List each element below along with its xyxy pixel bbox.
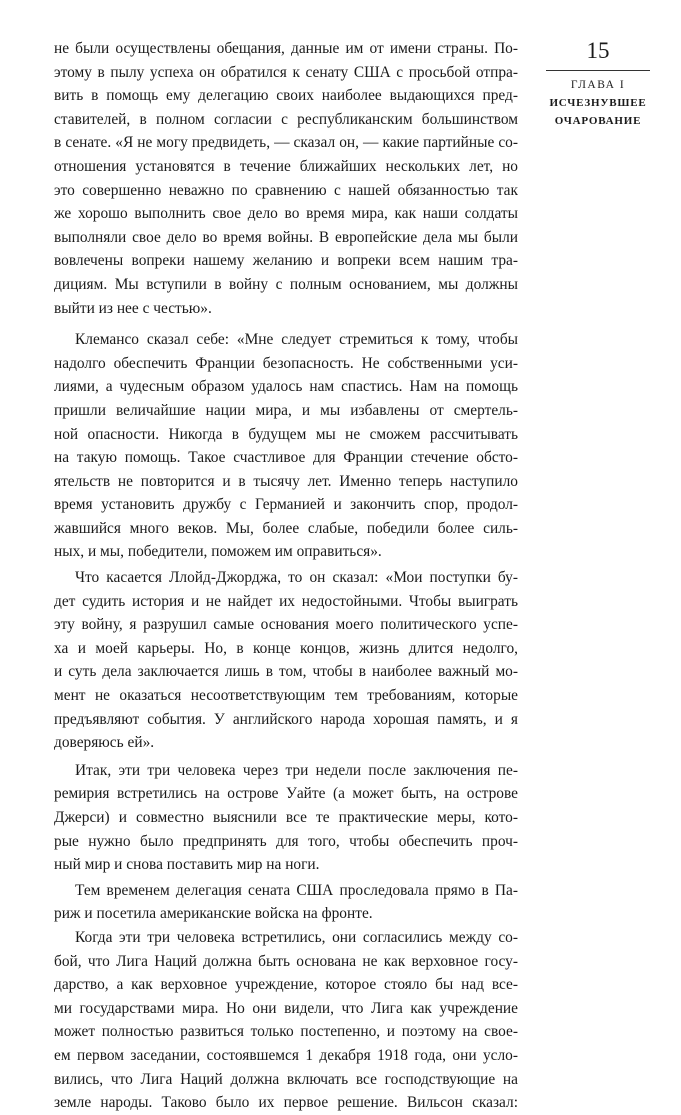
- text-line: отношения установятся в течение ближайших нескольких лет, но: [54, 157, 518, 175]
- text-line: Итак, эти три человека через три недели после заключения пе-: [75, 761, 518, 779]
- margin-header: [546, 38, 650, 130]
- text-line: же хорошо выполнить свое дело во время мира, как наши солдаты: [54, 205, 518, 223]
- text-line: Тем временем делегация сената США проследовала прямо в Па-: [75, 881, 518, 899]
- page-number: 15: [586, 38, 610, 63]
- paragraph-lloyd-george: [54, 566, 518, 755]
- paragraph-wilson: [54, 37, 518, 320]
- text-line: это совершенно неважно по сравнению с нашей обязанностью так: [54, 181, 518, 199]
- text-line: дарство, а как верховное учреждение, которое стояло бы над все-: [54, 976, 518, 994]
- text-line: ной опасности. Никогда в будущем мы не сможем рассчитывать: [54, 425, 518, 443]
- text-line: жавшийся много веков. Мы, более слабые, победили более силь-: [54, 519, 518, 537]
- text-line: рые нужно было предпринять для того, чтобы обеспечить проч-: [54, 832, 518, 850]
- text-line: ятельств не повторится и в тысячу лет. Именно теперь наступило: [54, 472, 518, 490]
- text-line: Клемансо сказал себе: «Мне следует стремиться к тому, чтобы: [75, 331, 518, 349]
- body-text: [54, 37, 518, 1115]
- text-line: ремирия встретились на острове Уайте (а может быть, на острове: [54, 785, 518, 803]
- text-line: мент не оказаться несоответствующим тем требованиям, которые: [54, 687, 518, 705]
- text-line: Когда эти три человека встретились, они согласились между со-: [75, 928, 518, 946]
- chapter-title-line2: ОЧАРОВАНИЕ: [554, 115, 642, 127]
- chapter-title-line1: ИСЧЕЗНУВШЕЕ: [549, 97, 647, 109]
- text-line: предъявляют события. У английского народа хорошая память, и я: [54, 710, 518, 728]
- text-line: дициям. Мы вступили в войну с полным основанием, мы должны: [54, 275, 518, 293]
- text-line: Джерси) и совместно выяснили все те практические меры, кото-: [54, 809, 518, 826]
- text-line: на такую помощь. Такое счастливое для Франции стечение обсто-: [54, 449, 518, 467]
- text-line: пришли величайшие нации мира, и мы избавлены от смертель-: [54, 401, 518, 419]
- divider: [546, 70, 650, 71]
- paragraph-league: [54, 926, 518, 1115]
- text-line: этому в пылу успеха он обратился к сенату США с просьбой отпра-: [54, 63, 518, 81]
- text-line: земле народы. Таково было их первое решение. Вильсон сказал:: [54, 1094, 518, 1112]
- text-line: ем первом заседании, состоявшемся 1 декабря 1918 года, они усло-: [54, 1046, 518, 1064]
- chapter-label: ГЛАВА I: [570, 79, 626, 91]
- text-line: бой, что Лига Наций должна быть основана не как верховное госу-: [54, 952, 518, 970]
- text-line: эту войну, я разрушил самые основания моего политического успе-: [54, 616, 518, 634]
- text-line: выполняли свое дело во время войны. В европейские дела мы были: [54, 228, 518, 246]
- text-line: вить в помощь ему делегацию своих наиболее выдающихся пред-: [54, 87, 518, 105]
- text-line: ми государствами мира. Но они видели, что Лига как учреждение: [54, 999, 518, 1017]
- text-line: лиями, а чудесным образом удалось нам спастись. Нам на помощь: [54, 378, 518, 396]
- paragraph-meeting: [54, 759, 518, 877]
- text-line: ставителей, в полном согласии с республиканским большинством: [54, 110, 518, 128]
- text-line: дет судить история и не найдет их недостойными. Чтобы выиграть: [54, 592, 518, 610]
- text-line: вовлечены вопреки нашему желанию и вопреки всем нашим тра-: [54, 252, 518, 270]
- text-line: ный мир и снова поставить мир на ноги.: [54, 856, 320, 874]
- text-line: риж и посетила американские войска на фронте.: [54, 905, 373, 923]
- text-line: в сенате. «Я не могу предвидеть, — сказал он, — какие партийные со-: [54, 134, 518, 152]
- text-line: может полностью развиться только постепенно, и поэтому на свое-: [54, 1023, 518, 1041]
- paragraph-delegation: [54, 879, 518, 926]
- text-line: время установить дружбу с Германией и закончить спор, продол-: [54, 496, 518, 514]
- text-line: и суть дела заключается лишь в том, чтобы в наиболее важный мо-: [54, 663, 518, 681]
- text-line: Что касается Ллойд-Джорджа, то он сказал: «Мои поступки бу-: [75, 569, 518, 587]
- paragraph-clemenceau: [54, 328, 518, 564]
- text-line: ных, и мы, победители, поможем им оправиться».: [54, 543, 382, 561]
- text-line: надолго обеспечить Франции безопасность. Не собственными уси-: [54, 354, 518, 372]
- text-line: вились, что Лига Наций должна включать все господствующие на: [54, 1070, 518, 1088]
- text-line: ха и моей карьеры. Но, в конце концов, жизнь длится недолго,: [54, 639, 518, 657]
- text-line: выйти из нее с честью».: [54, 299, 212, 317]
- text-line: не были осуществлены обещания, данные им от имени страны. По-: [54, 40, 518, 57]
- text-line: доверяюсь ей».: [54, 734, 155, 752]
